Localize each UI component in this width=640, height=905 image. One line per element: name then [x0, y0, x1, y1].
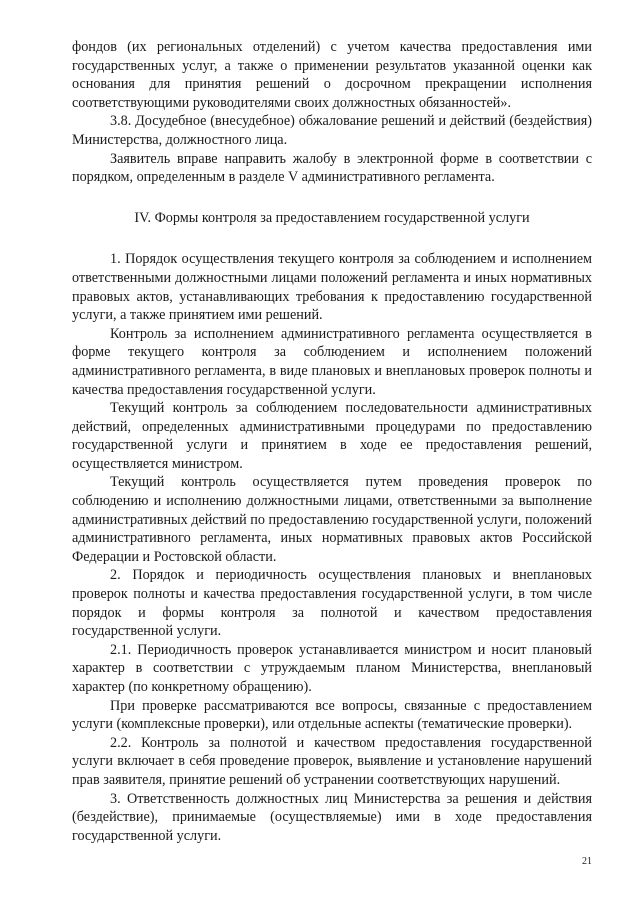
paragraph-2-1-periodicity: 2.1. Периодичность проверок устанавливается министром и носит плановый характер в соответствии с утруждаемым планом Министерства, внеплановый характер (по конкретному обращению). [72, 641, 592, 695]
paragraph-electronic-complaint: Заявитель вправе направить жалобу в электронной форме в соответствии с порядком, определенным в разделе V административного регламента. [72, 150, 592, 186]
paragraph-continuation: фондов (их региональных отделений) с учетом качества предоставления ими государственных услуг, а также о применении результатов указанной оценки как основания для принятия решений о досрочном прекращении исполнения соответствующими руководителями своих должностных обязанностей». [72, 39, 592, 111]
paragraph-2-order-periodicity: 2. Порядок и периодичность осуществления плановых и внеплановых проверок полноты и качества предоставления государственной услуги, в том числе порядок и формы контроля за полнотой и качеством предоставления государственной услуги. [72, 567, 592, 640]
paragraph-control-checks: Текущий контроль осуществляется путем проведения проверок по соблюдению и исполнению должностными лицами, ответственными за выполнение административных действий по предоставлению государственной услуги, положений административного регламента, иных нормативных правовых актов Российской Федерации и Ростовской области. [72, 474, 592, 565]
paragraph-3-8: 3.8. Досудебное (внесудебное) обжалование решений и действий (бездействия) Министерства, должностного лица. [72, 113, 592, 148]
paragraph-control-order: 1. Порядок осуществления текущего контроля за соблюдением и исполнением ответственными должностными лицами положений регламента и иных нормативных правовых актов, устанавливающих требования к предоставлению государственной услуги, а также принятием ими решений. [72, 251, 592, 324]
paragraph-check-questions: При проверке рассматриваются все вопросы, связанные с предоставлением услуги (комплексные проверки), или отдельные аспекты (тематические проверки). [72, 697, 592, 733]
section-heading: IV. Формы контроля за предоставлением государственной услуги [134, 209, 530, 226]
paragraph-current-control: Текущий контроль за соблюдением последовательности административных действий, определенных административными процедурами по предоставлению государственной услуги и принятием в ходе ее предоставления решений, осуществляется министром. [72, 400, 592, 472]
page-number: 21 [582, 856, 592, 867]
paragraph-2-2-control: 2.2. Контроль за полнотой и качеством предоставления государственной услуги включает в себя проведение проверок, выявление и установление нарушений прав заявителя, принятие решений об устранении соответствующих нарушений. [72, 734, 592, 788]
paragraph-3-responsibility: 3. Ответственность должностных лиц Министерства за решения и действия (бездействие), принимаемые (осуществляемые) ими в ходе предоставления государственной услуги. [72, 790, 592, 844]
paragraph-control-execution: Контроль за исполнением административного регламента осуществляется в форме текущего контроля за соблюдением и исполнением положений административного регламента, в виде плановых и внеплановых проверок полноты и качества предоставления государственной услуги. [72, 325, 592, 398]
